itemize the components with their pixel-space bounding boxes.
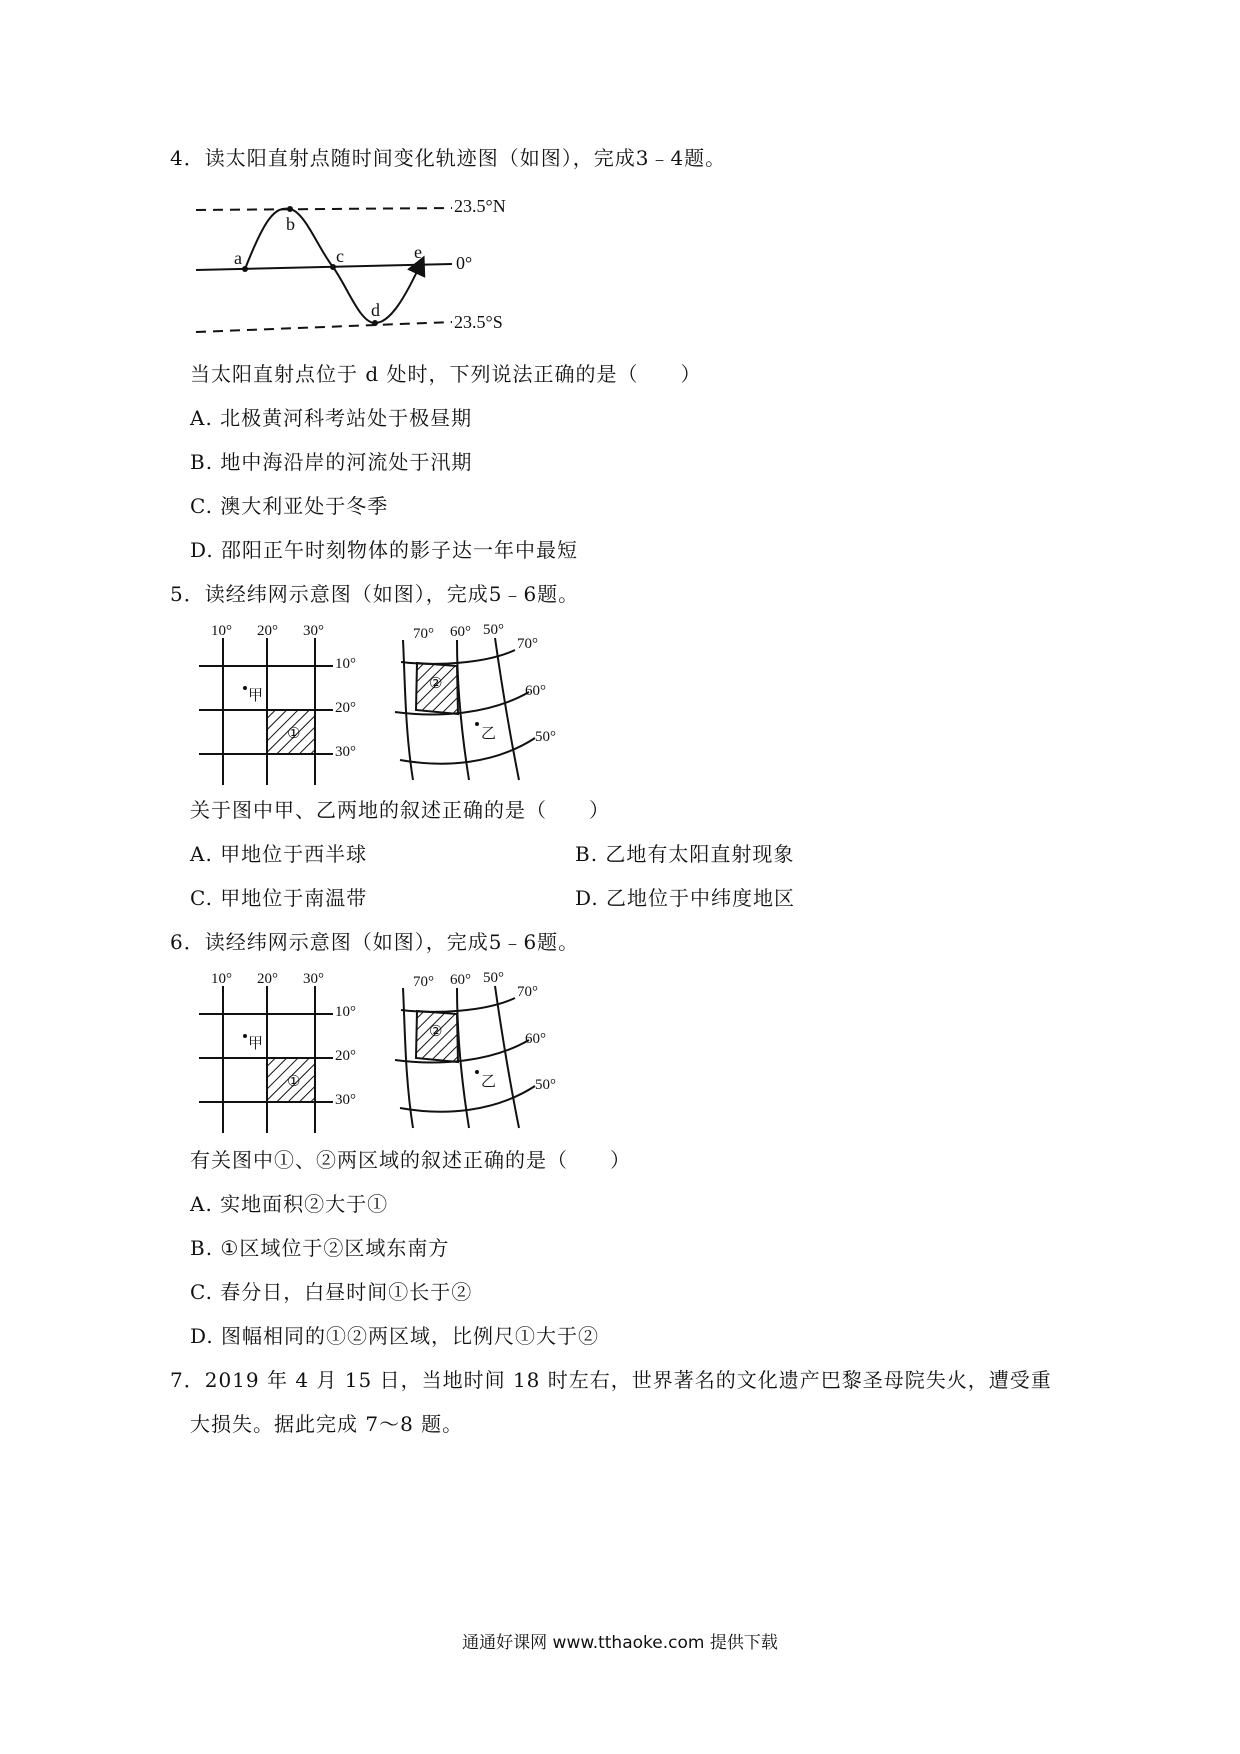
svg-text:30°: 30° bbox=[303, 971, 324, 987]
tropic-south-line bbox=[196, 322, 452, 332]
svg-text:60°: 60° bbox=[450, 972, 471, 988]
svg-text:①: ① bbox=[287, 1074, 301, 1090]
sun-path-svg bbox=[190, 188, 530, 343]
svg-text:乙: 乙 bbox=[481, 1074, 497, 1090]
q6-option-d[interactable]: D. 图幅相同的①②两区域，比例尺①大于② bbox=[190, 1324, 600, 1348]
svg-text:50°: 50° bbox=[483, 970, 504, 986]
q4-option-d[interactable]: D. 邵阳正午时刻物体的影子达一年中最短 bbox=[190, 538, 579, 562]
svg-text:30°: 30° bbox=[335, 744, 356, 760]
svg-text:70°: 70° bbox=[413, 626, 434, 642]
svg-text:60°: 60° bbox=[525, 1031, 546, 1047]
grid-svg-q6 bbox=[195, 968, 575, 1138]
svg-text:60°: 60° bbox=[525, 683, 546, 699]
label-23n: 23.5°N bbox=[454, 196, 506, 216]
q6-question: 有关图中①、②两区域的叙述正确的是（ ） bbox=[190, 1148, 631, 1172]
svg-text:②: ② bbox=[429, 676, 443, 692]
svg-text:②: ② bbox=[429, 1024, 443, 1040]
tropic-north-line bbox=[196, 208, 452, 210]
sun-path-figure bbox=[190, 188, 530, 343]
point-a bbox=[242, 266, 248, 272]
q6-option-c[interactable]: C. 春分日，白昼时间①长于② bbox=[190, 1280, 473, 1304]
q4-stem: 4．读太阳直射点随时间变化轨迹图（如图），完成3﹣4题。 bbox=[170, 146, 727, 170]
svg-text:30°: 30° bbox=[303, 623, 324, 639]
label-d: d bbox=[371, 300, 380, 320]
label-e: e bbox=[414, 242, 422, 262]
label-b: b bbox=[286, 214, 295, 234]
point-d bbox=[372, 320, 378, 326]
point-jia: 甲 bbox=[248, 688, 264, 704]
svg-text:70°: 70° bbox=[413, 974, 434, 990]
q4-option-c[interactable]: C. 澳大利亚处于冬季 bbox=[190, 494, 389, 518]
svg-text:50°: 50° bbox=[535, 729, 556, 745]
svg-text:10°: 10° bbox=[211, 971, 232, 987]
q4-option-a[interactable]: A. 北极黄河科考站处于极昼期 bbox=[190, 406, 473, 430]
svg-text:20°: 20° bbox=[335, 700, 356, 716]
svg-text:20°: 20° bbox=[335, 1048, 356, 1064]
svg-text:60°: 60° bbox=[450, 624, 471, 640]
point-b bbox=[287, 206, 293, 212]
svg-text:20°: 20° bbox=[257, 971, 278, 987]
svg-text:70°: 70° bbox=[517, 636, 538, 652]
grid-figure-q6 bbox=[195, 968, 575, 1138]
label-a: a bbox=[234, 248, 242, 268]
q5-option-d[interactable]: D. 乙地位于中纬度地区 bbox=[575, 886, 796, 910]
q7-line2: 大损失。据此完成 7～8 题。 bbox=[190, 1412, 464, 1436]
q5-option-b[interactable]: B. 乙地有太阳直射现象 bbox=[575, 842, 795, 866]
q5-option-a[interactable]: A. 甲地位于西半球 bbox=[190, 842, 368, 866]
svg-text:20°: 20° bbox=[257, 623, 278, 639]
q5-stem: 5．读经纬网示意图（如图），完成5﹣6题。 bbox=[170, 582, 580, 606]
label-c: c bbox=[336, 246, 344, 266]
q5-question: 关于图中甲、乙两地的叙述正确的是（ ） bbox=[190, 798, 610, 822]
page-footer: 通通好课网 www.tthaoke.com 提供下载 bbox=[462, 1633, 778, 1653]
q5-option-c[interactable]: C. 甲地位于南温带 bbox=[190, 886, 368, 910]
label-23s: 23.5°S bbox=[454, 312, 503, 332]
grid-svg-q5 bbox=[195, 620, 575, 790]
svg-text:50°: 50° bbox=[535, 1077, 556, 1093]
svg-text:甲: 甲 bbox=[248, 1036, 264, 1052]
svg-text:30°: 30° bbox=[335, 1092, 356, 1108]
label-equator: 0° bbox=[456, 253, 473, 273]
grid-figure-q5 bbox=[195, 620, 575, 790]
q4-option-b[interactable]: B. 地中海沿岸的河流处于汛期 bbox=[190, 450, 473, 474]
svg-text:①: ① bbox=[287, 726, 301, 742]
svg-text:70°: 70° bbox=[517, 984, 538, 1000]
svg-text:10°: 10° bbox=[335, 1004, 356, 1020]
q6-stem: 6．读经纬网示意图（如图），完成5﹣6题。 bbox=[170, 930, 580, 954]
q4-question: 当太阳直射点位于 d 处时，下列说法正确的是（ ） bbox=[190, 362, 702, 386]
point-yi: 乙 bbox=[481, 726, 497, 742]
svg-text:10°: 10° bbox=[335, 656, 356, 672]
svg-text:10°: 10° bbox=[211, 623, 232, 639]
q6-option-a[interactable]: A. 实地面积②大于① bbox=[190, 1192, 389, 1216]
q6-option-b[interactable]: B. ①区域位于②区域东南方 bbox=[190, 1236, 450, 1260]
q7-line1: 7．2019 年 4 月 15 日，当地时间 18 时左右，世界著名的文化遗产巴黎圣母院失火，遭受重 bbox=[170, 1368, 1052, 1392]
svg-text:50°: 50° bbox=[483, 622, 504, 638]
